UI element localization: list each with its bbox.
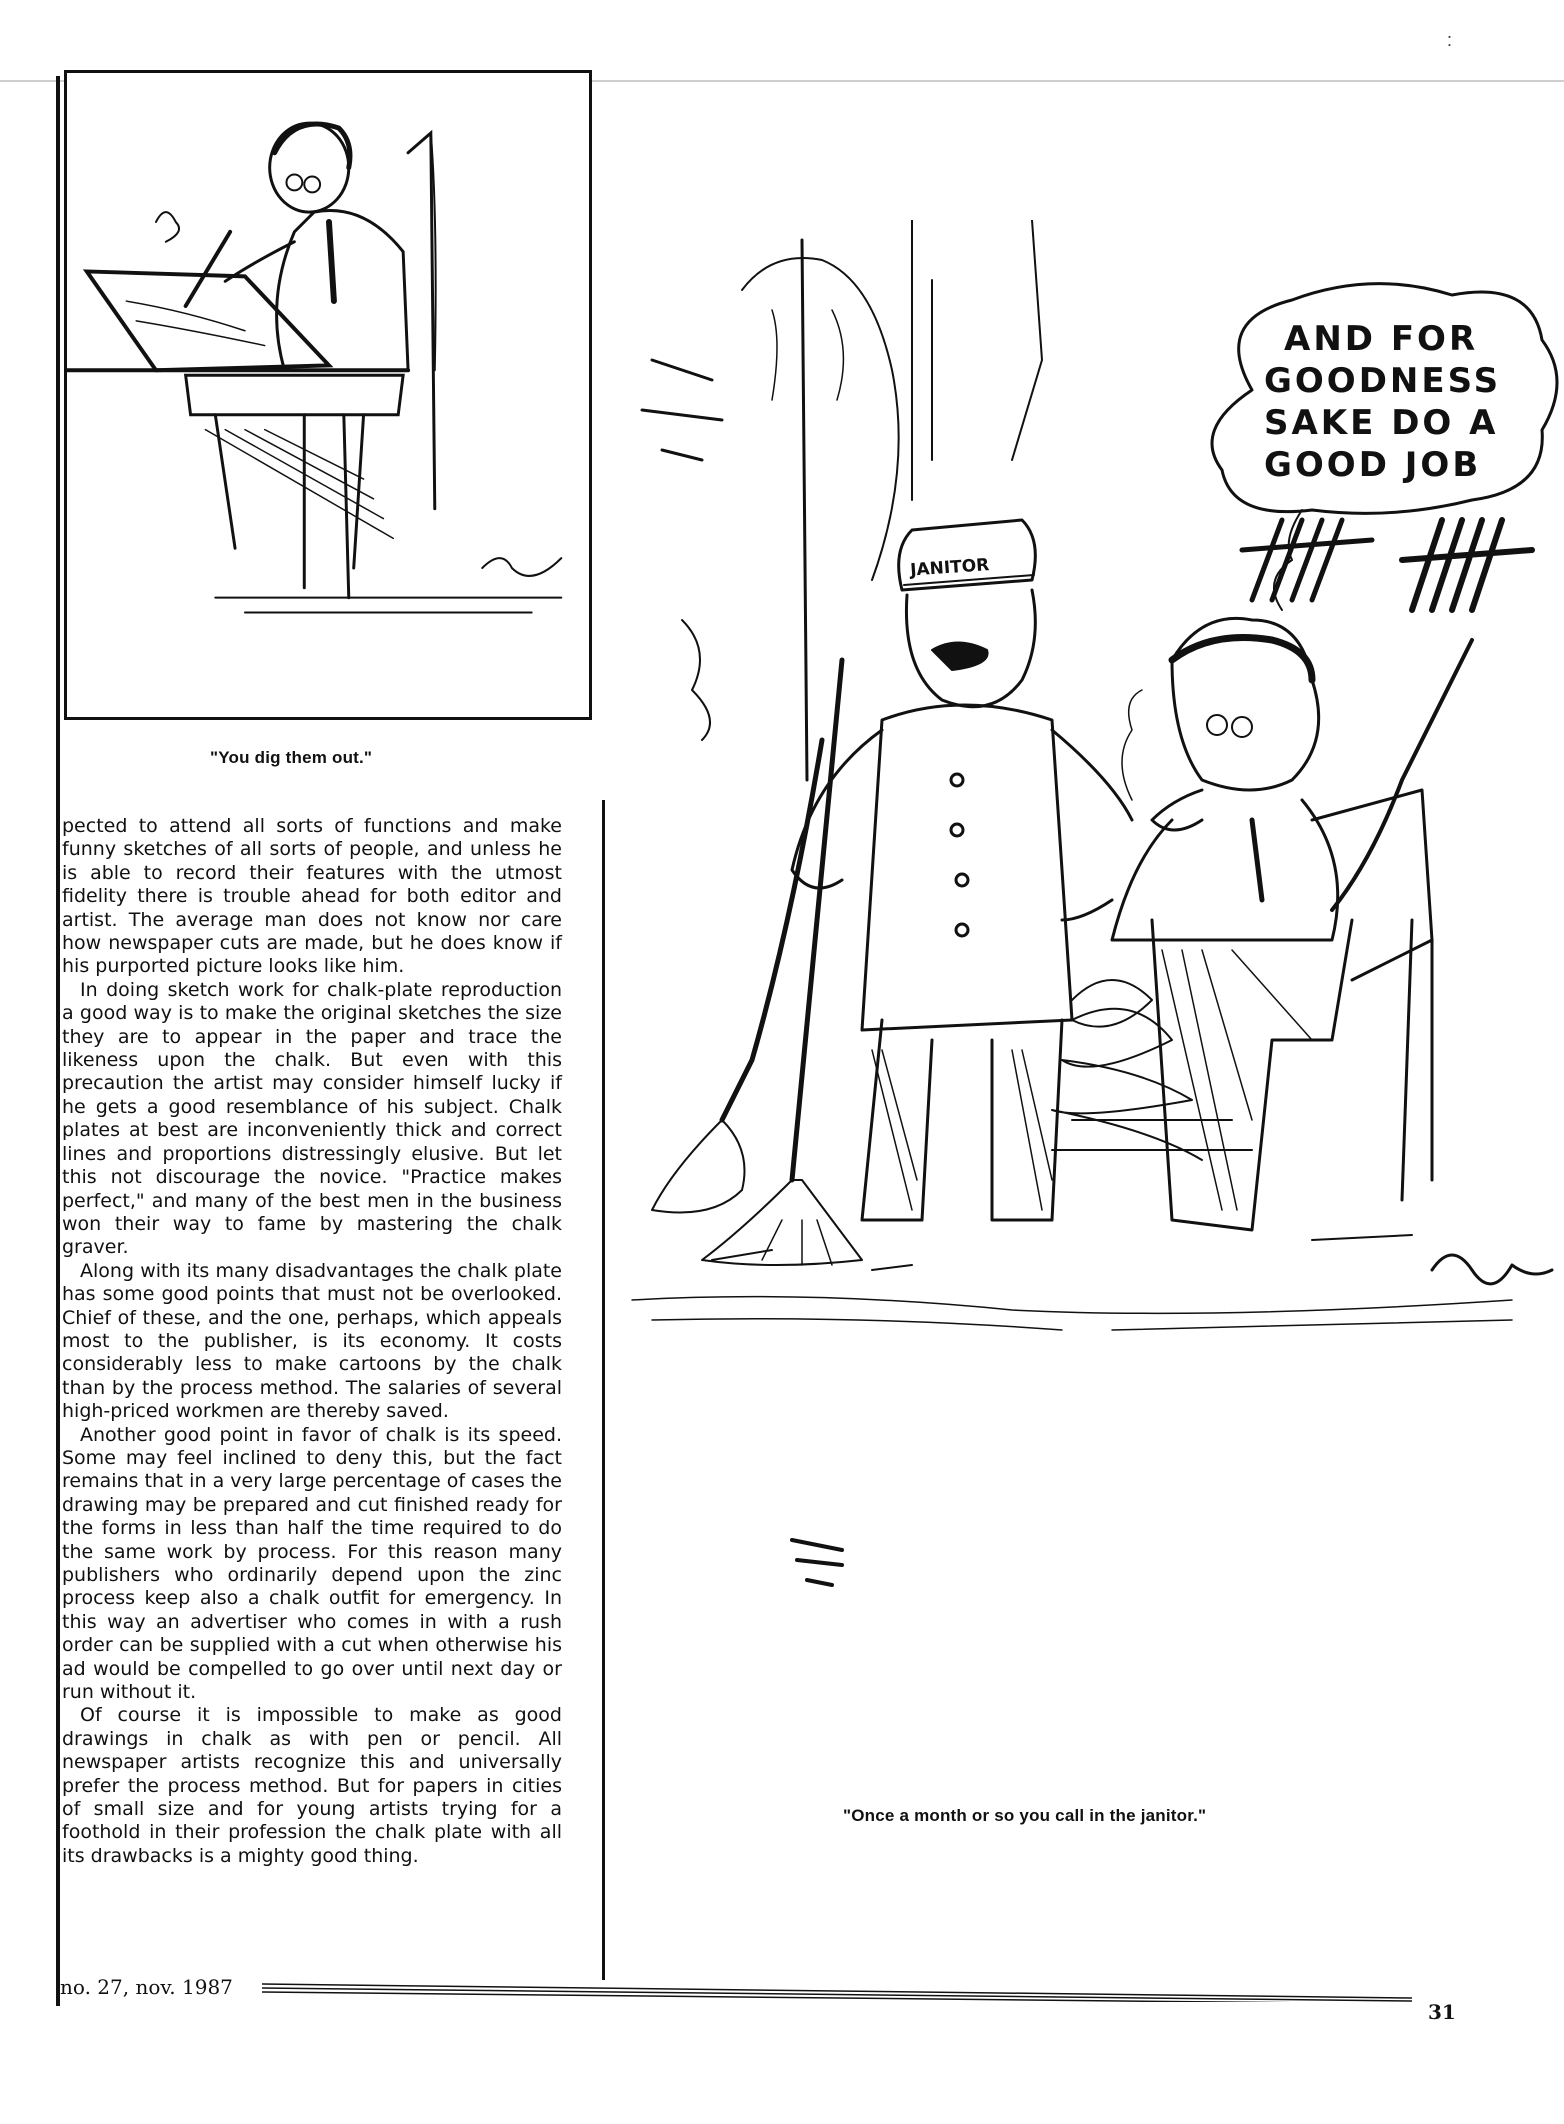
speech-bubble-line: GOOD JOB xyxy=(1264,445,1482,485)
speech-bubble-line: SAKE DO A xyxy=(1264,403,1499,443)
print-speck: : xyxy=(1447,30,1453,50)
article-paragraph: Another good point in favor of chalk is its speed. Some may feel inclined to deny this, but the fact remains that in a very large percentage of cases the drawing may be prepared and cut finished ready for the forms in less than half the time required to do the same work by process. For this reason many publishers who ordinarily depend upon the zinc process keep also a chalk outfit for emergency. In this way an advertiser who comes in with a rush order can be supplied with a cut when otherwise his ad would be compelled to go over until next day or run without it. xyxy=(62,1423,562,1704)
figure-janitor-cartoon xyxy=(612,220,1564,1720)
issue-date: no. 27, nov. 1987 xyxy=(60,1975,233,1999)
figure-artist-at-desk xyxy=(64,70,592,720)
footer-rules xyxy=(262,1980,1412,2002)
article-body xyxy=(62,815,562,1868)
article-paragraph: pected to attend all sorts of functions and make funny sketches of all sorts of people, and unless he is able to record their features with the utmost fidelity there is trouble ahead for both editor and artist. The average man does not know nor care how newspaper cuts are made, but he does know if his purported picture looks like him. xyxy=(62,815,562,978)
janitor-cartoon-illustration xyxy=(612,220,1564,1720)
article-paragraph: In doing sketch work for chalk-plate reproduction a good way is to make the original sketches the size they are to appear in the paper and trace the likeness upon the chalk. But even with this precaution the artist may consider himself lucky if he gets a good resemblance of his subject. Chalk plates at best are inconveniently thick and correct lines and proportions distressingly elusive. But let this not discourage the novice. "Practice makes perfect," and many of the best men in the business won their way to fame by mastering the chalk graver. xyxy=(62,978,562,1259)
article-paragraph: Along with its many disadvantages the chalk plate has some good points that must not be overlooked. Chief of these, and the one, perhaps, which appeals most to the publisher, is its economy. It costs considerably less to make cartoons by the chalk than by the process method. The salaries of several high-priced workmen are thereby saved. xyxy=(62,1259,562,1423)
figure-caption-right: "Once a month or so you call in the janitor." xyxy=(843,1806,1207,1825)
speech-bubble-line: GOODNESS xyxy=(1264,361,1502,401)
page-number: 31 xyxy=(1428,2000,1456,2024)
janitor-cap-label: JANITOR xyxy=(909,555,990,581)
speech-bubble-line: AND FOR xyxy=(1284,319,1479,359)
artist-at-desk-illustration xyxy=(67,73,589,717)
figure-caption-top-left: "You dig them out." xyxy=(210,748,373,767)
column-divider-rule xyxy=(602,800,605,1980)
article-paragraph: Of course it is impossible to make as good drawings in chalk as with pen or pencil. All newspaper artists recognize this and universally prefer the process method. But for papers in cities of small size and for young artists trying for a foothold in their profession the chalk plate with all its drawbacks is a mighty good thing. xyxy=(62,1704,562,1867)
left-column-rule xyxy=(56,76,60,2006)
